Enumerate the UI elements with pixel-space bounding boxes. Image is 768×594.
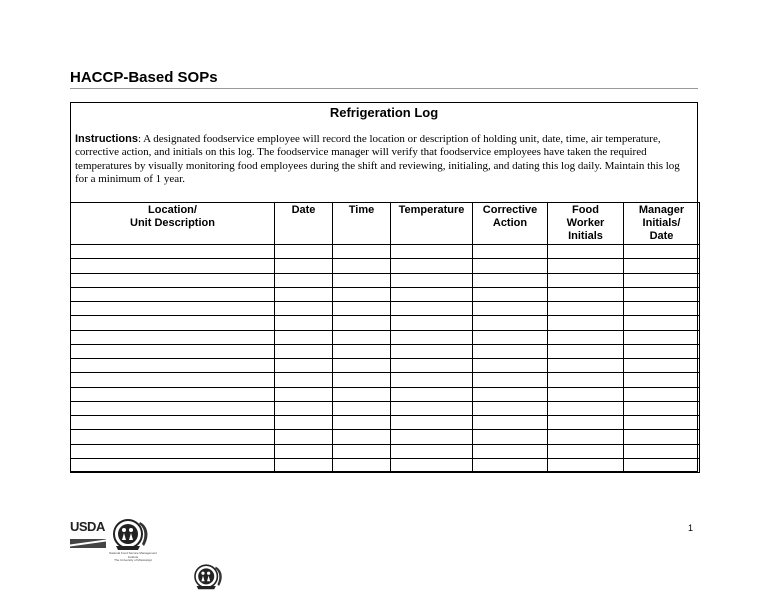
log-entry-cell[interactable]	[275, 344, 333, 358]
header-title: HACCP-Based SOPs	[70, 69, 218, 86]
log-entry-cell[interactable]	[71, 344, 275, 358]
log-entry-cell[interactable]	[548, 416, 624, 430]
log-entry-cell[interactable]	[275, 287, 333, 301]
usda-logo	[70, 520, 106, 550]
log-entry-cell[interactable]	[473, 401, 548, 415]
log-title: Refrigeration Log	[329, 105, 439, 120]
log-entry-cell[interactable]	[275, 245, 333, 259]
log-entry-cell[interactable]	[391, 430, 473, 444]
log-entry-cell[interactable]	[333, 416, 391, 430]
log-entry-cell[interactable]	[333, 344, 391, 358]
log-entry-cell[interactable]	[548, 259, 624, 273]
log-entry-cell[interactable]	[624, 273, 700, 287]
table-row	[71, 330, 700, 344]
page-number: 1	[688, 523, 694, 533]
log-entry-cell[interactable]	[548, 287, 624, 301]
usda-logo-text: USDA	[70, 519, 105, 534]
log-entry-cell[interactable]	[548, 273, 624, 287]
log-table	[70, 202, 700, 473]
table-row	[71, 273, 700, 287]
log-entry-cell[interactable]	[473, 344, 548, 358]
log-entry-cell[interactable]	[473, 416, 548, 430]
log-entry-cell[interactable]	[71, 444, 275, 458]
log-entry-cell[interactable]	[624, 430, 700, 444]
log-entry-cell[interactable]	[473, 444, 548, 458]
log-entry-cell[interactable]	[624, 401, 700, 415]
table-row	[71, 430, 700, 444]
table-row	[71, 444, 700, 458]
log-entry-cell[interactable]	[473, 458, 548, 472]
log-entry-cell[interactable]	[473, 259, 548, 273]
log-entry-cell[interactable]	[333, 316, 391, 330]
log-entry-cell[interactable]	[548, 330, 624, 344]
log-entry-cell[interactable]	[624, 373, 700, 387]
log-entry-cell[interactable]	[275, 458, 333, 472]
log-entry-cell[interactable]	[624, 444, 700, 458]
log-entry-cell[interactable]	[391, 416, 473, 430]
log-entry-cell[interactable]	[548, 401, 624, 415]
log-entry-cell[interactable]	[473, 287, 548, 301]
log-entry-cell[interactable]	[333, 259, 391, 273]
log-entry-cell[interactable]	[71, 287, 275, 301]
log-entry-cell[interactable]	[275, 259, 333, 273]
log-entry-cell[interactable]	[275, 401, 333, 415]
log-entry-cell[interactable]	[333, 444, 391, 458]
log-entry-cell[interactable]	[391, 359, 473, 373]
log-entry-cell[interactable]	[473, 302, 548, 316]
table-row	[71, 302, 700, 316]
log-entry-cell[interactable]	[71, 359, 275, 373]
log-entry-cell[interactable]	[624, 359, 700, 373]
column-header-date: Date	[275, 203, 333, 245]
log-entry-cell[interactable]	[548, 373, 624, 387]
log-entry-cell[interactable]	[71, 373, 275, 387]
log-entry-cell[interactable]	[548, 344, 624, 358]
log-entry-cell[interactable]	[548, 458, 624, 472]
log-entry-cell[interactable]	[71, 273, 275, 287]
log-entry-cell[interactable]	[391, 259, 473, 273]
log-entry-cell[interactable]	[473, 430, 548, 444]
log-entry-cell[interactable]	[275, 273, 333, 287]
log-entry-cell[interactable]	[391, 273, 473, 287]
partner-caption: National Food Service Management Institute The University of Mississippi	[109, 551, 157, 562]
log-entry-cell[interactable]	[548, 302, 624, 316]
log-entry-cell[interactable]	[71, 430, 275, 444]
log-entry-cell[interactable]	[624, 316, 700, 330]
refrigeration-log-form	[70, 102, 698, 472]
log-entry-cell[interactable]	[71, 401, 275, 415]
log-entry-cell[interactable]	[71, 416, 275, 430]
log-entry-cell[interactable]	[275, 416, 333, 430]
instructions	[75, 133, 693, 193]
nfsmi-seal	[108, 516, 160, 556]
table-row	[71, 259, 700, 273]
log-entry-cell[interactable]	[275, 316, 333, 330]
log-entry-cell[interactable]	[473, 245, 548, 259]
log-entry-cell[interactable]	[71, 259, 275, 273]
instructions-text: : A designated foodservice employee will record the location or description of holding unit, date, time, air temperature, corrective action, and initials on this log. The foodservice manager will verify that foodservice employees have taken the required temperatures by visually monitoring food employees during the shift and reviewing, initialing, and dating this log daily. Maintain this log for a minimum of 1 year.	[75, 133, 680, 186]
column-header-time: Time	[333, 203, 391, 245]
log-entry-cell[interactable]	[275, 373, 333, 387]
log-entry-cell[interactable]	[391, 344, 473, 358]
log-entry-cell[interactable]	[333, 287, 391, 301]
table-row	[71, 359, 700, 373]
log-entry-cell[interactable]	[71, 302, 275, 316]
table-row	[71, 287, 700, 301]
log-entry-cell[interactable]	[391, 302, 473, 316]
column-header-temperature: Temperature	[391, 203, 473, 245]
document-header	[70, 68, 698, 89]
log-entry-cell[interactable]	[391, 330, 473, 344]
log-entry-cell[interactable]	[71, 245, 275, 259]
log-entry-cell[interactable]	[71, 458, 275, 472]
log-entry-cell[interactable]	[333, 387, 391, 401]
table-row	[71, 458, 700, 472]
log-entry-cell[interactable]	[548, 430, 624, 444]
log-entry-cell[interactable]	[275, 330, 333, 344]
log-entry-cell[interactable]	[391, 373, 473, 387]
nfsmi-seal-small	[190, 562, 232, 594]
log-entry-cell[interactable]	[71, 316, 275, 330]
log-entry-cell[interactable]	[624, 259, 700, 273]
log-entry-cell[interactable]	[391, 316, 473, 330]
usda-logo-swoosh	[70, 539, 106, 548]
log-entry-cell[interactable]	[548, 245, 624, 259]
log-entry-cell[interactable]	[333, 430, 391, 444]
log-entry-cell[interactable]	[473, 273, 548, 287]
log-entry-cell[interactable]	[473, 373, 548, 387]
log-entry-cell[interactable]	[275, 430, 333, 444]
instructions-label: Instructions	[75, 133, 138, 145]
log-entry-cell[interactable]	[624, 416, 700, 430]
table-row	[71, 373, 700, 387]
log-entry-cell[interactable]	[333, 273, 391, 287]
log-entry-cell[interactable]	[333, 458, 391, 472]
log-entry-cell[interactable]	[391, 444, 473, 458]
log-entry-cell[interactable]	[333, 401, 391, 415]
log-entry-cell[interactable]	[624, 287, 700, 301]
log-entry-cell[interactable]	[624, 458, 700, 472]
log-entry-cell[interactable]	[624, 302, 700, 316]
log-entry-cell[interactable]	[391, 458, 473, 472]
table-row	[71, 316, 700, 330]
log-entry-cell[interactable]	[391, 287, 473, 301]
log-entry-cell[interactable]	[275, 359, 333, 373]
log-entry-cell[interactable]	[624, 330, 700, 344]
log-entry-cell[interactable]	[548, 387, 624, 401]
log-entry-cell[interactable]	[333, 302, 391, 316]
log-entry-cell[interactable]	[548, 359, 624, 373]
log-entry-cell[interactable]	[473, 387, 548, 401]
table-row	[71, 245, 700, 259]
log-entry-cell[interactable]	[473, 316, 548, 330]
log-table-header	[71, 203, 700, 245]
log-entry-cell[interactable]	[473, 330, 548, 344]
log-entry-cell[interactable]	[275, 444, 333, 458]
header-rule	[70, 88, 698, 89]
table-row	[71, 416, 700, 430]
log-entry-cell[interactable]	[624, 245, 700, 259]
column-header-corrective-action: Corrective Action	[473, 203, 548, 245]
column-header-food-worker-initials: Food Worker Initials	[548, 203, 624, 245]
log-entry-cell[interactable]	[391, 245, 473, 259]
log-entry-cell[interactable]	[275, 387, 333, 401]
log-entry-cell[interactable]	[71, 330, 275, 344]
log-table-body	[71, 245, 700, 473]
log-entry-cell[interactable]	[333, 245, 391, 259]
log-entry-cell[interactable]	[391, 401, 473, 415]
log-entry-cell[interactable]	[624, 344, 700, 358]
log-entry-cell[interactable]	[333, 359, 391, 373]
log-entry-cell[interactable]	[473, 359, 548, 373]
log-entry-cell[interactable]	[275, 302, 333, 316]
log-entry-cell[interactable]	[548, 444, 624, 458]
table-row	[71, 401, 700, 415]
column-header-location: Location/ Unit Description	[71, 203, 275, 245]
log-entry-cell[interactable]	[548, 316, 624, 330]
table-row	[71, 387, 700, 401]
log-entry-cell[interactable]	[333, 330, 391, 344]
log-entry-cell[interactable]	[71, 387, 275, 401]
log-entry-cell[interactable]	[391, 387, 473, 401]
column-header-manager-initials: Manager Initials/ Date	[624, 203, 700, 245]
log-entry-cell[interactable]	[333, 373, 391, 387]
table-row	[71, 344, 700, 358]
log-entry-cell[interactable]	[624, 387, 700, 401]
